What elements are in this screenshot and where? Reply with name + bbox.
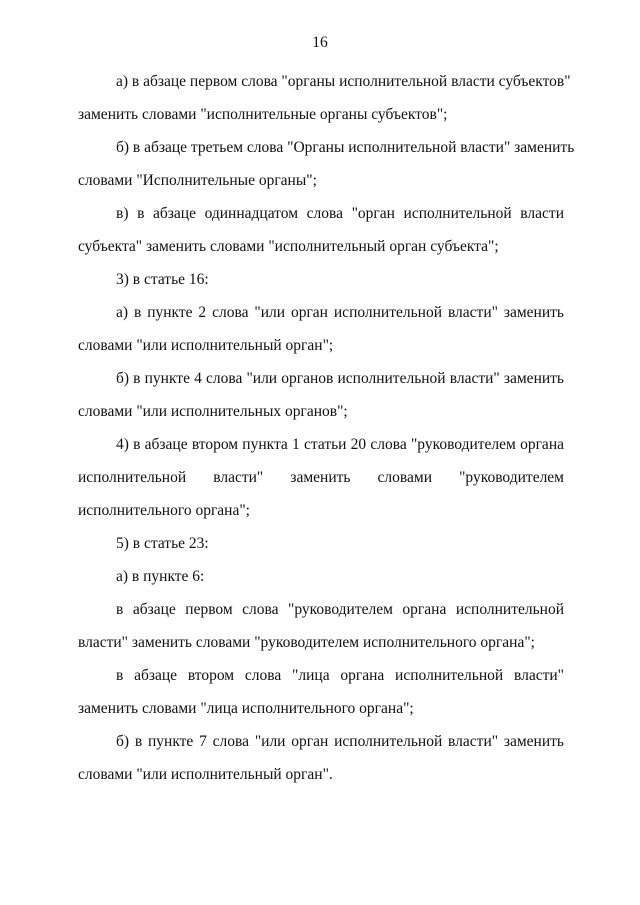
text-line: в абзаце втором слова "лица органа исполнительной власти" xyxy=(116,667,564,684)
text-line: в) в абзаце одиннадцатом слова "орган исполнительной власти xyxy=(116,205,564,222)
document-body xyxy=(78,70,575,796)
text-line: словами "или исполнительный орган". xyxy=(78,766,333,783)
text-line: 4) в абзаце втором пункта 1 статьи 20 слова "руководителем органа xyxy=(116,436,564,453)
text-line: в абзаце первом слова "руководителем органа исполнительной xyxy=(116,601,564,618)
text-line: а) в пункте 2 слова "или орган исполнительной власти" заменить xyxy=(116,304,564,321)
text-line: словами "или исполнительных органов"; xyxy=(78,403,348,420)
text-line: б) в абзаце третьем слова "Органы исполнительной власти" заменить xyxy=(116,139,575,156)
page-number: 16 xyxy=(312,34,328,51)
text-line: словами "Исполнительные органы"; xyxy=(78,172,317,189)
text-line: исполнительной власти" заменить словами "руководителем xyxy=(78,469,564,486)
text-line: словами "или исполнительный орган"; xyxy=(78,337,334,354)
text-line: заменить словами "лица исполнительного органа"; xyxy=(78,700,414,717)
text-line: заменить словами "исполнительные органы субъектов"; xyxy=(78,106,448,123)
text-line: 3) в статье 16: xyxy=(116,271,209,288)
text-line: 5) в статье 23: xyxy=(116,535,209,552)
text-line: а) в пункте 6: xyxy=(116,568,205,585)
text-line: б) в пункте 7 слова "или орган исполнительной власти" заменить xyxy=(116,733,564,750)
text-line: а) в абзаце первом слова "органы исполнительной власти субъектов" xyxy=(116,73,571,90)
text-line: власти" заменить словами "руководителем исполнительного органа"; xyxy=(78,634,535,651)
text-line: субъекта" заменить словами "исполнительный орган субъекта"; xyxy=(78,238,499,255)
text-line: исполнительного органа"; xyxy=(78,502,250,519)
text-line: б) в пункте 4 слова "или органов исполнительной власти" заменить xyxy=(116,370,564,387)
